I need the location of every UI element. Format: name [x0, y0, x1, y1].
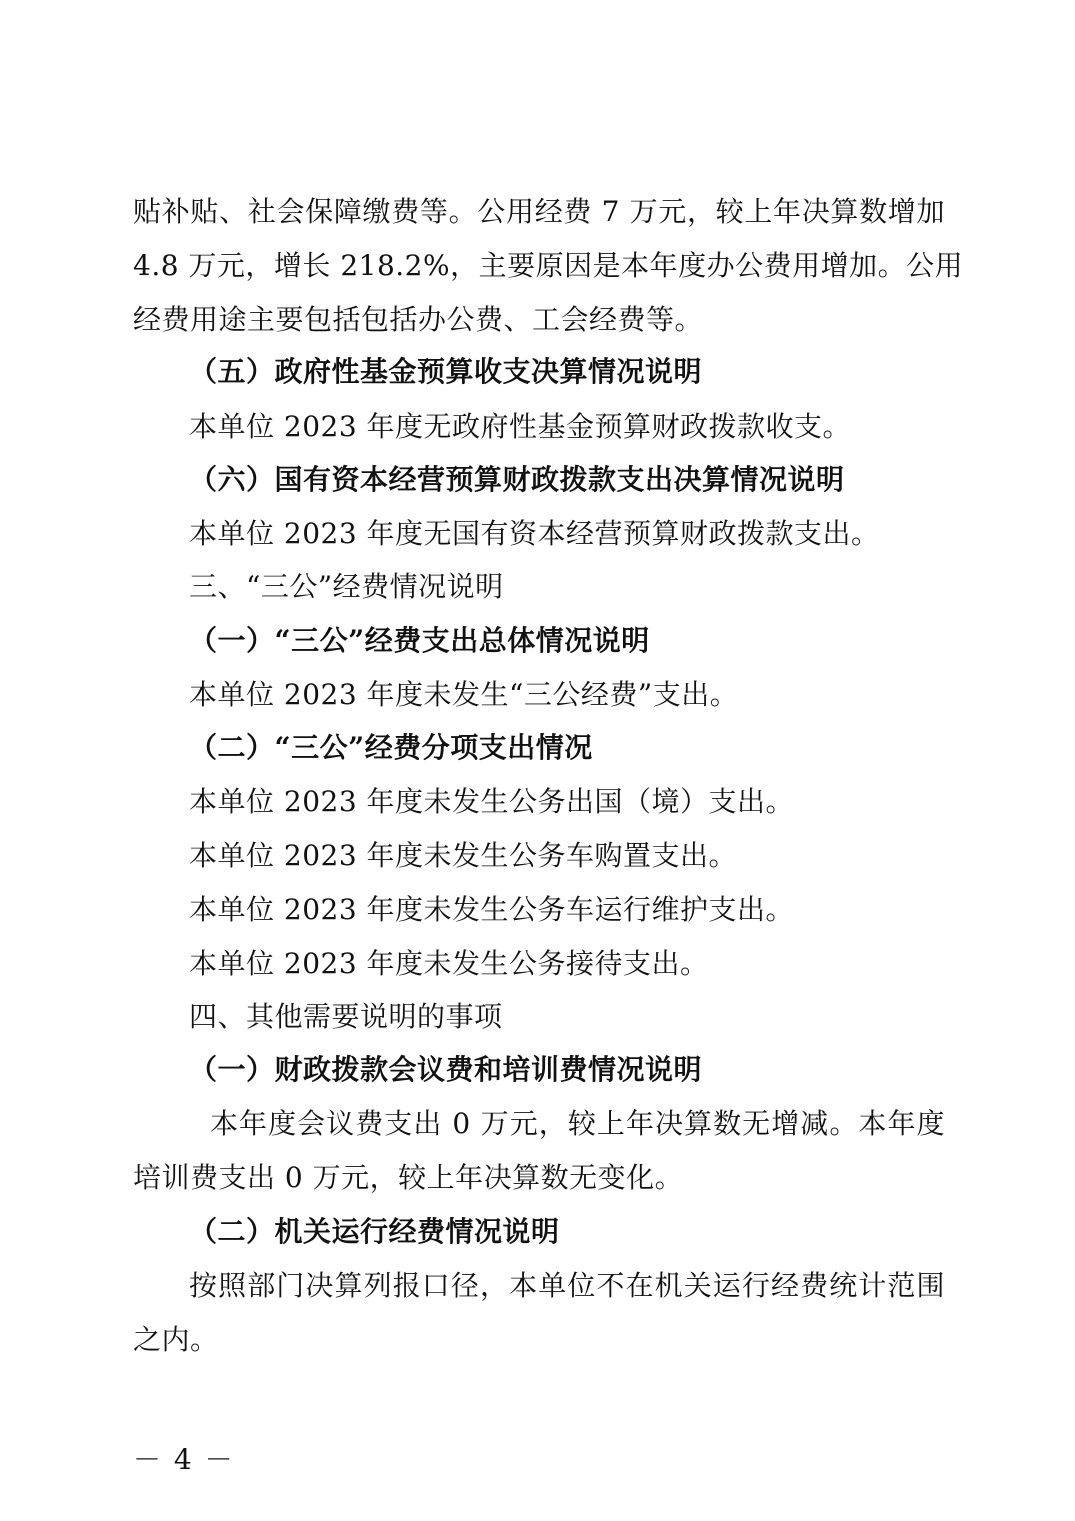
page-number: － 4 －	[133, 1443, 235, 1476]
paragraph-line: 4.8 万元，增长 218.2%，主要原因是本年度办公费用增加。公用	[133, 249, 964, 282]
paragraph-line: 本单位 2023 年度未发生公务接待支出。	[189, 947, 709, 980]
paragraph-line: 按照部门决算列报口径，本单位不在机关运行经费统计范围	[189, 1269, 945, 1302]
paragraph-line: 贴补贴、社会保障缴费等。公用经费 7 万元，较上年决算数增加	[133, 195, 945, 228]
paragraph-line: 之内。	[133, 1323, 219, 1356]
section-heading-6: （六）国有资本经营预算财政拨款支出决算情况说明	[189, 463, 845, 496]
paragraph-line: 本单位 2023 年度无政府性基金预算财政拨款收支。	[189, 410, 852, 443]
section-heading-5: （五）政府性基金预算收支决算情况说明	[189, 355, 703, 388]
paragraph-line: 培训费支出 0 万元，较上年决算数无变化。	[133, 1161, 684, 1194]
paragraph-line: 本单位 2023 年度未发生“三公经费”支出。	[189, 678, 739, 711]
section-heading-4: 四、其他需要说明的事项	[189, 1000, 503, 1033]
paragraph-line: 本单位 2023 年度无国有资本经营预算财政拨款支出。	[189, 517, 880, 550]
section-heading-3: 三、“三公”经费情况说明	[189, 570, 504, 603]
section-heading-3-2: （二）“三公”经费分项支出情况	[189, 731, 593, 764]
paragraph-line: 本单位 2023 年度未发生公务车运行维护支出。	[189, 893, 795, 926]
section-heading-4-2: （二）机关运行经费情况说明	[189, 1215, 560, 1248]
paragraph-line: 本单位 2023 年度未发生公务出国（境）支出。	[189, 785, 795, 818]
paragraph-line: 经费用途主要包括包括办公费、工会经费等。	[133, 303, 704, 336]
section-heading-3-1: （一）“三公”经费支出总体情况说明	[189, 624, 650, 657]
paragraph-line: 本年度会议费支出 0 万元，较上年决算数无增减。本年度	[210, 1107, 945, 1140]
section-heading-4-1: （一）财政拨款会议费和培训费情况说明	[189, 1053, 703, 1086]
paragraph-line: 本单位 2023 年度未发生公务车购置支出。	[189, 839, 738, 872]
